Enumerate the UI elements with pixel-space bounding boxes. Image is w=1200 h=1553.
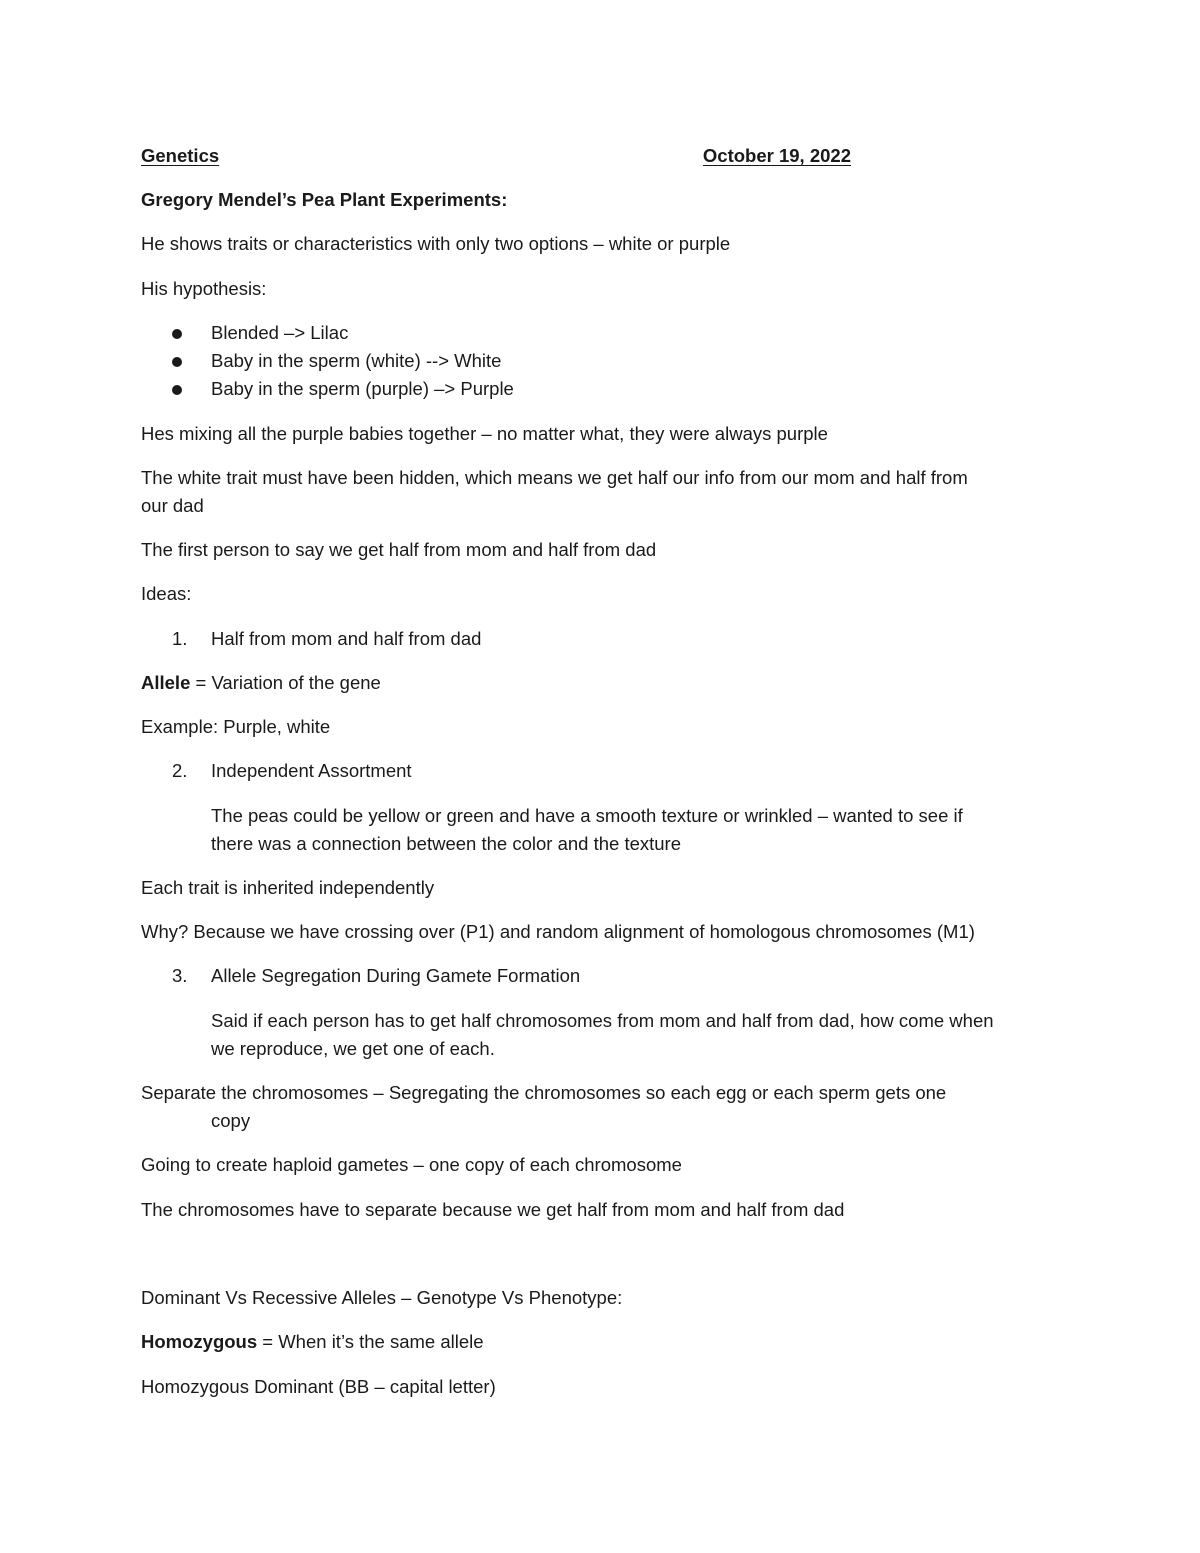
separate-line: Separate the chromosomes – Segregating the chromosomes so each egg or each sperm gets one [141,1082,947,1103]
bullet-item [211,319,1050,347]
two-options-line: He shows traits or characteristics with only two options – white or purple [141,233,731,254]
said-line: Said if each person has to get half chromosomes from mom and half from dad, how come when [211,1010,994,1031]
bullet-dot [172,329,182,339]
separate-line-cont: copy [211,1110,251,1131]
ideas-label: Ideas: [141,583,192,604]
haploid-line: Going to create haploid gametes – one copy of each chromosome [141,1154,682,1175]
doc-date: October 19, 2022 [702,145,851,166]
why-line: Why? Because we have crossing over (P1) and random alignment of homologous chromosomes (M1) [141,921,975,942]
idea-text: Half from mom and half from dad [211,628,482,649]
white-hidden-line: The white trait must have been hidden, which means we get half our info from our mom and half from [141,467,968,488]
homozygous-term: Homozygous [141,1331,258,1352]
hypothesis-label: His hypothesis: [141,278,267,299]
homozygous-def: = When it’s the same allele [257,1331,484,1352]
doc-title: Genetics [141,145,220,166]
header-row [141,142,1050,170]
allele-term: Allele [141,672,191,693]
allele-definition [141,669,1050,697]
said-line-cont: we reproduce, we get one of each. [211,1038,495,1059]
peas-line-cont: there was a connection between the color and the texture [211,833,681,854]
first-person-line: The first person to say we get half from mom and half from dad [141,539,657,560]
mendel-heading: Gregory Mendel’s Pea Plant Experiments: [141,189,508,210]
bullet-dot [172,385,182,395]
bullet-dot [172,357,182,367]
bullet-item [211,375,1050,403]
dominant-heading: Dominant Vs Recessive Alleles – Genotype Vs Phenotype: [141,1287,623,1308]
white-hidden-line-cont: our dad [141,495,204,516]
must-separate-line: The chromosomes have to separate because we get half from mom and half from dad [141,1199,845,1220]
idea-number: 3. [172,965,188,986]
homozygous-definition [141,1328,1050,1356]
idea-item [172,962,1050,990]
idea-text: Independent Assortment [211,760,412,781]
allele-def: = Variation of the gene [190,672,381,693]
bullet-text: Blended –> Lilac [211,322,349,343]
each-trait-line: Each trait is inherited independently [141,877,435,898]
peas-line: The peas could be yellow or green and have a smooth texture or wrinkled – wanted to see if [211,805,963,826]
example-line: Example: Purple, white [141,716,331,737]
idea-item [172,757,1050,785]
idea-number: 2. [172,760,188,781]
bullet-item [211,347,1050,375]
mixing-line: Hes mixing all the purple babies together – no matter what, they were always purple [141,423,828,444]
idea-item [172,625,1050,653]
idea-number: 1. [172,628,188,649]
homozygous-dominant-line: Homozygous Dominant (BB – capital letter) [141,1376,496,1397]
idea-text: Allele Segregation During Gamete Formation [211,965,581,986]
bullet-text: Baby in the sperm (white) --> White [211,350,502,371]
bullet-text: Baby in the sperm (purple) –> Purple [211,378,514,399]
